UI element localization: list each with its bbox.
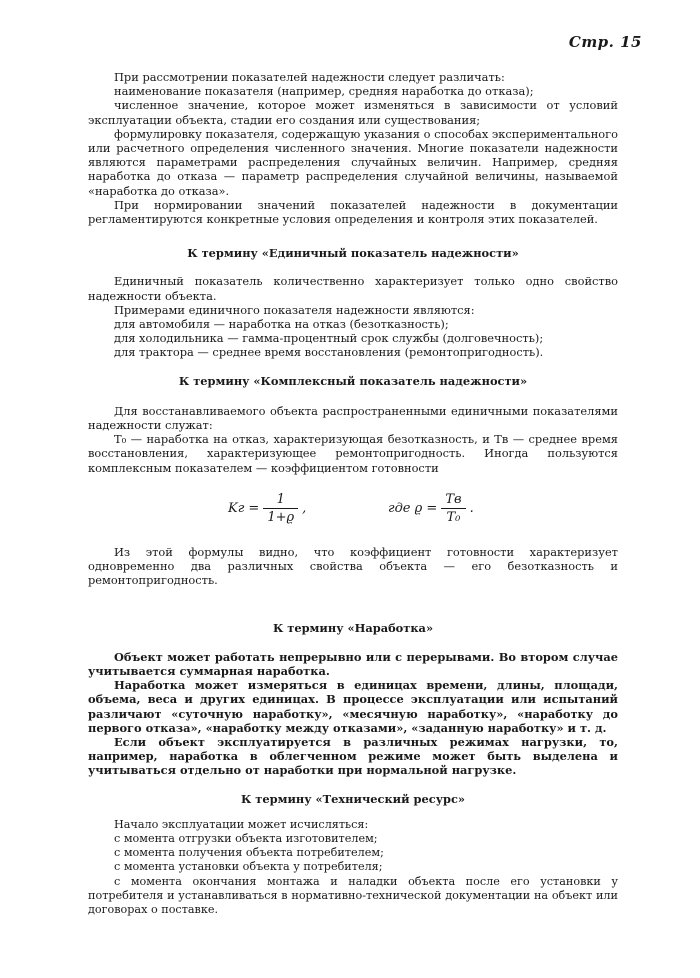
formula-lhs: Kг = [228,500,260,516]
document-body [88,70,618,917]
formula-end: . [469,500,474,516]
technical-resource-line-4: с момента установки объекта у потребителя; [114,860,383,874]
operating-time-paragraph-1: Объект может работать непрерывно или с перерывами. Во втором случае учитывается суммарная наработка. [88,649,618,678]
intro-paragraph-2: формулировку показателя, содержащую указания о способах экспериментального или расчетного определения численного значения. Многие показатели надежности являются параметрами распределения случайных величин. Например, средняя наработка до отказа — параметр распределения случайной величины, называемой «наработка до отказа». [88,126,618,198]
intro-paragraph-1: численное значение, которое может изменяться в зависимости от условий эксплуатации объекта, стадии его создания или существования; [88,98,618,127]
intro-line-1: При рассмотрении показателей надежности следует различать: [114,70,505,84]
section-heading-technical-resource: К термину «Технический ресурс» [240,791,466,806]
single-indicator-line-2: для автомобиля — наработка на отказ (безотказность); [114,317,449,332]
section-technical-resource [88,818,618,917]
technical-resource-line-1: Начало эксплуатации может исчисляться: [114,817,369,831]
complex-indicator-paragraph-3: Из этой формулы видно, что коэффициент готовности характеризует одновременно два различных свойства объекта — его безотказность и ремонтопригодность. [88,544,618,588]
section-single-indicator [88,274,618,359]
operating-time-paragraph-2: Наработка может измеряться в единицах времени, длины, площади, объема, веса и других единицах. В процессе эксплуатации или испытаний различают «суточную наработку», «месячную наработку», «наработку до первого отказа», «наработку между отказами», «заданную наработку» и т. д. [88,678,618,735]
formula-left-part [228,483,306,535]
complex-indicator-paragraph-2: T₀ — наработка на отказ, характеризующая безотказность, и Tв — среднее время восстановления, характеризующее ремонтопригодность. Иногда пользуются комплексным показателем — коэффициентом готовности [88,432,618,475]
formula-denominator-1: 1+ϱ [267,510,295,526]
availability-formula [88,483,618,535]
formula-where: где ϱ = [388,500,438,516]
formula-fraction-1 [263,491,298,526]
section-complex-indicator [88,404,618,588]
intro-section [88,70,618,226]
single-indicator-line-1: Примерами единичного показателя надежности являются: [114,302,475,317]
technical-resource-line-3: с момента получения объекта потребителем; [114,846,384,860]
technical-resource-line-2: с момента отгрузки объекта изготовителем; [114,831,378,845]
section-heading-single-indicator: К термину «Единичный показатель надежности» [187,246,519,261]
section-heading-complex-indicator: К термину «Комплексный показатель надежности» [178,373,528,388]
formula-numerator-1: 1 [276,492,285,508]
section-operating-time [88,650,618,778]
formula-fraction-2 [441,491,465,526]
page-number: Стр. 15 [568,33,642,51]
intro-line-2: наименование показателя (например, средняя наработка до отказа); [114,84,534,99]
single-indicator-line-3: для холодильника — гамма-процентный срок службы (долговечность); [114,331,544,346]
section-heading-operating-time: К термину «Наработка» [272,621,434,636]
complex-indicator-paragraph-1: Для восстанавливаемого объекта распространенными единичными показателями надежности служат: [88,403,618,433]
intro-paragraph-3: При нормировании значений показателей надежности в документации регламентируются конкретные условия определения и контроля этих показателей. [88,197,618,227]
formula-right-part [388,483,474,535]
single-indicator-line-4: для трактора — среднее время восстановления (ремонтопригодность). [114,345,544,360]
technical-resource-paragraph-last: с момента окончания монтажа и наладки объекта после его установки у потребителя и устанавливаться в нормативно-технической документации на объект или договорах о поставке. [88,874,618,916]
single-indicator-paragraph: Единичный показатель количественно характеризует только одно свойство надежности объекта. [88,274,618,303]
formula-separator: , [302,500,307,516]
formula-denominator-2: T₀ [446,510,461,526]
operating-time-paragraph-3: Если объект эксплуатируется в различных режимах нагрузки, то, например, наработка в облегченном режиме может быть выделена и учитываться отдельно от наработки при нормальной нагрузке. [88,734,618,778]
formula-numerator-2: Tв [445,492,462,508]
